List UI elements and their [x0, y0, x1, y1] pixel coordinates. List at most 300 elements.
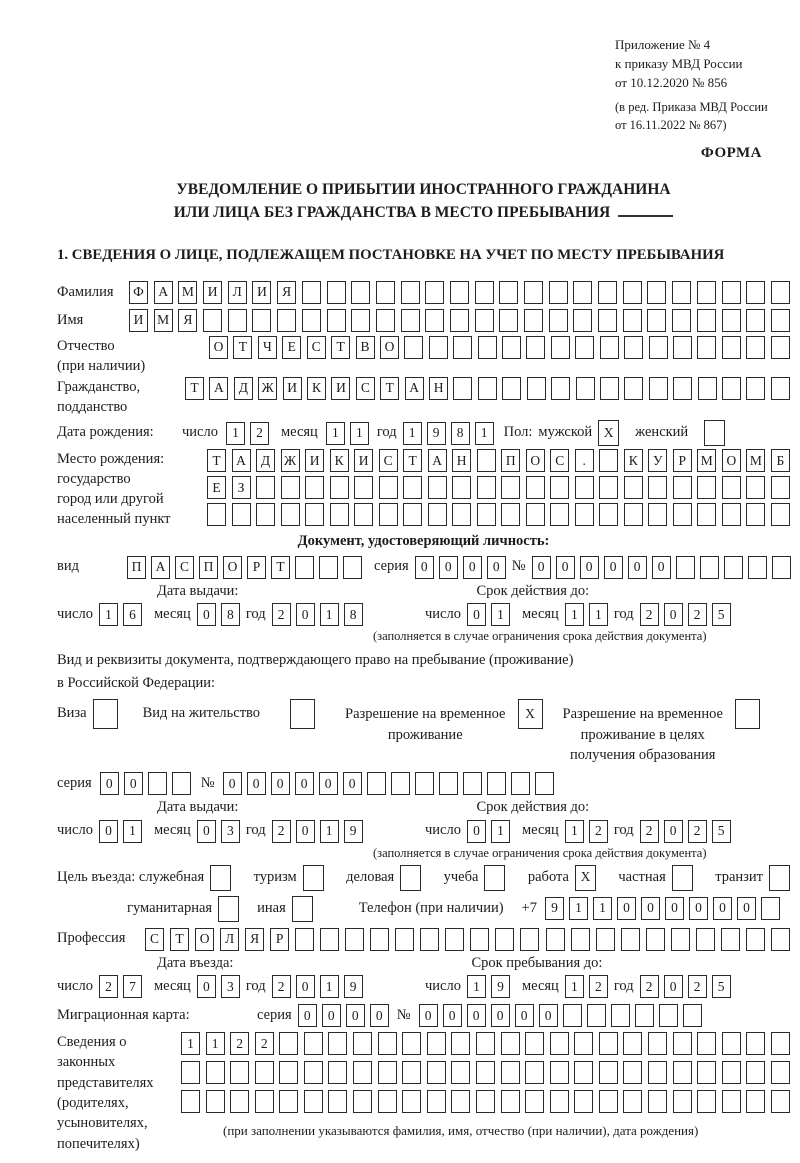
cell[interactable]: 1 [226, 422, 245, 445]
cell[interactable] [573, 281, 592, 304]
cell[interactable]: С [550, 449, 569, 472]
cell[interactable]: 2 [640, 603, 659, 626]
cell[interactable] [550, 503, 569, 526]
cell[interactable]: А [154, 281, 173, 304]
cell[interactable] [402, 1090, 421, 1113]
cell[interactable] [206, 1061, 225, 1084]
cell[interactable] [673, 1061, 692, 1084]
cell[interactable]: 0 [467, 820, 486, 843]
permit-issue-month-input[interactable] [197, 820, 240, 843]
representatives-input-line3[interactable] [181, 1090, 790, 1113]
cell[interactable]: 0 [419, 1004, 438, 1027]
cell[interactable] [304, 1032, 323, 1055]
cell[interactable] [647, 281, 666, 304]
profession-input[interactable] [145, 928, 790, 951]
cell[interactable] [404, 336, 423, 359]
cell[interactable]: 0 [197, 975, 216, 998]
cell[interactable] [499, 281, 518, 304]
cell[interactable]: 8 [344, 603, 363, 626]
cell[interactable] [697, 1061, 716, 1084]
cell[interactable]: 0 [467, 1004, 486, 1027]
cell[interactable] [575, 476, 594, 499]
purpose-humanitarian-checkbox[interactable] [218, 896, 239, 922]
cell[interactable]: 2 [640, 820, 659, 843]
cell[interactable]: 0 [296, 820, 315, 843]
cell[interactable] [319, 556, 338, 579]
cell[interactable] [502, 336, 521, 359]
cell[interactable]: 0 [343, 772, 362, 795]
cell[interactable] [673, 503, 692, 526]
cell[interactable]: Т [185, 377, 204, 400]
cell[interactable] [427, 1090, 446, 1113]
cell[interactable] [376, 281, 395, 304]
cell[interactable]: Я [277, 281, 296, 304]
cell[interactable] [551, 336, 570, 359]
cell[interactable] [181, 1061, 200, 1084]
stay-month-input[interactable] [565, 975, 608, 998]
cell[interactable]: 2 [688, 975, 707, 998]
cell[interactable] [395, 928, 414, 951]
cell[interactable]: П [127, 556, 146, 579]
cell[interactable]: Л [220, 928, 239, 951]
cell[interactable] [255, 1090, 274, 1113]
cell[interactable] [279, 1061, 298, 1084]
cell[interactable]: М [154, 309, 173, 332]
cell[interactable] [599, 1061, 618, 1084]
cell[interactable]: 7 [123, 975, 142, 998]
cell[interactable]: 5 [712, 820, 731, 843]
cell[interactable] [353, 1090, 372, 1113]
cell[interactable] [427, 1061, 446, 1084]
cell[interactable]: И [305, 449, 324, 472]
permit-exp-year-input[interactable] [640, 820, 731, 843]
cell[interactable] [549, 309, 568, 332]
cell[interactable] [477, 503, 496, 526]
cell[interactable]: 0 [664, 603, 683, 626]
cell[interactable] [428, 476, 447, 499]
cell[interactable] [635, 1004, 654, 1027]
cell[interactable] [623, 1061, 642, 1084]
cell[interactable]: Т [207, 449, 226, 472]
phone-input[interactable] [545, 897, 780, 920]
cell[interactable] [599, 1032, 618, 1055]
cell[interactable] [93, 699, 118, 729]
cell[interactable]: Т [380, 377, 399, 400]
cell[interactable]: Т [271, 556, 290, 579]
cell[interactable]: 0 [487, 556, 506, 579]
cell[interactable]: 0 [463, 556, 482, 579]
cell[interactable] [722, 377, 741, 400]
cell[interactable]: О [380, 336, 399, 359]
cell[interactable] [330, 503, 349, 526]
cell[interactable] [281, 476, 300, 499]
cell[interactable] [648, 476, 667, 499]
cell[interactable]: 1 [320, 975, 339, 998]
cell[interactable]: 2 [589, 975, 608, 998]
cell[interactable] [771, 309, 790, 332]
temp-residence-checkbox[interactable] [518, 699, 543, 729]
doc-issue-day-input[interactable] [99, 603, 142, 626]
stay-day-input[interactable] [467, 975, 510, 998]
cell[interactable] [370, 928, 389, 951]
cell[interactable] [353, 1032, 372, 1055]
cell[interactable]: 1 [593, 897, 612, 920]
cell[interactable] [673, 1090, 692, 1113]
cell[interactable] [477, 449, 496, 472]
cell[interactable]: Р [247, 556, 266, 579]
cell[interactable]: 0 [124, 772, 143, 795]
cell[interactable]: Е [282, 336, 301, 359]
birth-place-input-line3[interactable] [207, 503, 790, 526]
cell[interactable] [354, 503, 373, 526]
temp-residence-edu-checkbox[interactable] [735, 699, 760, 729]
cell[interactable]: Ч [258, 336, 277, 359]
cell[interactable] [575, 336, 594, 359]
entry-day-input[interactable] [99, 975, 142, 998]
cell[interactable]: С [356, 377, 375, 400]
cell[interactable] [520, 928, 539, 951]
cell[interactable] [304, 1090, 323, 1113]
cell[interactable]: 0 [664, 820, 683, 843]
cell[interactable]: О [195, 928, 214, 951]
migration-number-input[interactable] [419, 1004, 702, 1027]
cell[interactable]: 1 [491, 820, 510, 843]
cell[interactable]: 0 [491, 1004, 510, 1027]
cell[interactable] [611, 1004, 630, 1027]
cell[interactable]: С [145, 928, 164, 951]
cell[interactable] [525, 1032, 544, 1055]
cell[interactable]: Т [233, 336, 252, 359]
cell[interactable] [351, 281, 370, 304]
cell[interactable]: А [209, 377, 228, 400]
cell[interactable] [746, 476, 765, 499]
cell[interactable]: 0 [580, 556, 599, 579]
cell[interactable] [476, 1090, 495, 1113]
cell[interactable] [771, 476, 790, 499]
cell[interactable] [181, 1090, 200, 1113]
cell[interactable]: 2 [640, 975, 659, 998]
cell[interactable]: 0 [443, 1004, 462, 1027]
cell[interactable]: А [151, 556, 170, 579]
cell[interactable] [478, 336, 497, 359]
cell[interactable] [623, 1032, 642, 1055]
cell[interactable]: 0 [604, 556, 623, 579]
cell[interactable] [746, 1090, 765, 1113]
entry-month-input[interactable] [197, 975, 240, 998]
cell[interactable]: 1 [181, 1032, 200, 1055]
cell[interactable] [378, 1061, 397, 1084]
cell[interactable]: 0 [641, 897, 660, 920]
cell[interactable] [476, 1032, 495, 1055]
cell[interactable] [535, 772, 554, 795]
cell[interactable] [621, 928, 640, 951]
cell[interactable] [550, 1061, 569, 1084]
cell[interactable] [672, 281, 691, 304]
cell[interactable]: 2 [99, 975, 118, 998]
cell[interactable] [623, 281, 642, 304]
cell[interactable] [671, 928, 690, 951]
permit-series-input[interactable] [100, 772, 191, 795]
cell[interactable] [425, 309, 444, 332]
cell[interactable] [501, 1061, 520, 1084]
cell[interactable]: 2 [272, 975, 291, 998]
cell[interactable] [476, 1061, 495, 1084]
cell[interactable] [218, 896, 239, 922]
cell[interactable] [746, 336, 765, 359]
cell[interactable]: 6 [123, 603, 142, 626]
cell[interactable] [697, 1032, 716, 1055]
cell[interactable] [648, 1061, 667, 1084]
cell[interactable]: С [379, 449, 398, 472]
cell[interactable] [304, 1061, 323, 1084]
cell[interactable]: П [199, 556, 218, 579]
cell[interactable] [673, 1032, 692, 1055]
cell[interactable] [295, 928, 314, 951]
cell[interactable] [624, 336, 643, 359]
doc-exp-month-input[interactable] [565, 603, 608, 626]
cell[interactable] [525, 1061, 544, 1084]
cell[interactable]: И [252, 281, 271, 304]
cell[interactable] [598, 281, 617, 304]
cell[interactable] [353, 1061, 372, 1084]
permit-exp-month-input[interactable] [565, 820, 608, 843]
cell[interactable] [279, 1090, 298, 1113]
cell[interactable]: К [307, 377, 326, 400]
cell[interactable]: О [209, 336, 228, 359]
cell[interactable]: 8 [451, 422, 470, 445]
cell[interactable]: З [232, 476, 251, 499]
cell[interactable]: О [722, 449, 741, 472]
entry-year-input[interactable] [272, 975, 363, 998]
cell[interactable] [672, 309, 691, 332]
representatives-input-line2[interactable] [181, 1061, 790, 1084]
cell[interactable] [148, 772, 167, 795]
cell[interactable]: И [283, 377, 302, 400]
cell[interactable] [746, 1032, 765, 1055]
cell[interactable] [379, 503, 398, 526]
cell[interactable]: Ф [129, 281, 148, 304]
cell[interactable] [400, 865, 421, 891]
cell[interactable] [771, 281, 790, 304]
cell[interactable]: 0 [296, 975, 315, 998]
cell[interactable] [302, 309, 321, 332]
cell[interactable]: 0 [617, 897, 636, 920]
doc-number-input[interactable] [532, 556, 791, 579]
cell[interactable] [477, 476, 496, 499]
cell[interactable] [502, 377, 521, 400]
cell[interactable]: 2 [688, 820, 707, 843]
doc-issue-month-input[interactable] [197, 603, 240, 626]
cell[interactable]: 9 [344, 975, 363, 998]
cell[interactable]: 1 [565, 603, 584, 626]
citizenship-input[interactable] [185, 377, 790, 400]
cell[interactable]: Р [270, 928, 289, 951]
cell[interactable]: 9 [344, 820, 363, 843]
cell[interactable]: И [331, 377, 350, 400]
cell[interactable] [697, 503, 716, 526]
cell[interactable]: 1 [491, 603, 510, 626]
sex-female-checkbox[interactable] [704, 420, 725, 446]
purpose-business-checkbox[interactable] [400, 865, 421, 891]
cell[interactable] [746, 928, 765, 951]
cell[interactable] [549, 281, 568, 304]
cell[interactable] [470, 928, 489, 951]
cell[interactable] [587, 1004, 606, 1027]
cell[interactable] [345, 928, 364, 951]
cell[interactable] [511, 772, 530, 795]
purpose-other-checkbox[interactable] [292, 896, 313, 922]
cell[interactable] [256, 503, 275, 526]
cell[interactable] [378, 1090, 397, 1113]
cell[interactable] [550, 1032, 569, 1055]
residence-permit-checkbox[interactable] [290, 699, 315, 729]
cell[interactable]: 0 [628, 556, 647, 579]
cell[interactable]: 2 [250, 422, 269, 445]
cell[interactable]: 1 [350, 422, 369, 445]
cell[interactable] [746, 1061, 765, 1084]
cell[interactable] [596, 928, 615, 951]
cell[interactable] [700, 556, 719, 579]
cell[interactable]: 2 [255, 1032, 274, 1055]
cell[interactable]: 0 [298, 1004, 317, 1027]
cell[interactable]: 0 [223, 772, 242, 795]
cell[interactable] [228, 309, 247, 332]
stay-year-input[interactable] [640, 975, 731, 998]
cell[interactable]: 0 [515, 1004, 534, 1027]
cell[interactable]: 0 [346, 1004, 365, 1027]
cell[interactable] [600, 336, 619, 359]
doc-exp-day-input[interactable] [467, 603, 510, 626]
cell[interactable] [379, 476, 398, 499]
cell[interactable] [722, 281, 741, 304]
cell[interactable] [290, 699, 315, 729]
cell[interactable] [722, 1061, 741, 1084]
cell[interactable]: А [232, 449, 251, 472]
cell[interactable] [697, 309, 716, 332]
cell[interactable] [527, 377, 546, 400]
cell[interactable]: М [178, 281, 197, 304]
cell[interactable] [673, 377, 692, 400]
cell[interactable]: Т [403, 449, 422, 472]
cell[interactable]: 0 [415, 556, 434, 579]
cell[interactable] [546, 928, 565, 951]
cell[interactable] [327, 281, 346, 304]
cell[interactable]: 0 [370, 1004, 389, 1027]
cell[interactable]: П [501, 449, 520, 472]
cell[interactable] [475, 309, 494, 332]
cell[interactable] [761, 897, 780, 920]
birth-day-input[interactable] [226, 422, 269, 445]
cell[interactable] [574, 1032, 593, 1055]
cell[interactable] [646, 928, 665, 951]
cell[interactable] [206, 1090, 225, 1113]
cell[interactable]: 2 [230, 1032, 249, 1055]
cell[interactable] [722, 503, 741, 526]
cell[interactable]: 0 [439, 556, 458, 579]
cell[interactable]: М [746, 449, 765, 472]
cell[interactable] [526, 503, 545, 526]
cell[interactable] [672, 865, 693, 891]
cell[interactable]: 1 [123, 820, 142, 843]
cell[interactable]: 1 [475, 422, 494, 445]
cell[interactable] [420, 928, 439, 951]
cell[interactable] [746, 309, 765, 332]
cell[interactable]: Н [429, 377, 448, 400]
birth-place-input-line2[interactable] [207, 476, 790, 499]
cell[interactable] [623, 1090, 642, 1113]
cell[interactable] [524, 281, 543, 304]
cell[interactable] [475, 281, 494, 304]
cell[interactable] [478, 377, 497, 400]
cell[interactable]: 2 [272, 820, 291, 843]
cell[interactable] [499, 309, 518, 332]
cell[interactable] [772, 556, 791, 579]
cell[interactable] [487, 772, 506, 795]
cell[interactable] [354, 476, 373, 499]
cell[interactable] [367, 772, 386, 795]
cell[interactable] [771, 377, 790, 400]
cell[interactable] [748, 556, 767, 579]
cell[interactable] [623, 309, 642, 332]
cell[interactable] [305, 476, 324, 499]
cell[interactable] [501, 1032, 520, 1055]
cell[interactable] [673, 336, 692, 359]
cell[interactable] [453, 336, 472, 359]
purpose-official-checkbox[interactable] [210, 865, 231, 891]
cell[interactable] [599, 476, 618, 499]
cell[interactable] [576, 377, 595, 400]
cell[interactable]: 1 [320, 820, 339, 843]
cell[interactable]: 0 [319, 772, 338, 795]
cell[interactable] [683, 1004, 702, 1027]
cell[interactable]: К [624, 449, 643, 472]
cell[interactable] [277, 309, 296, 332]
cell[interactable]: 0 [295, 772, 314, 795]
cell[interactable] [403, 476, 422, 499]
cell[interactable] [648, 1032, 667, 1055]
cell[interactable] [648, 503, 667, 526]
cell[interactable] [501, 503, 520, 526]
cell[interactable]: 0 [539, 1004, 558, 1027]
cell[interactable] [771, 928, 790, 951]
doc-series-input[interactable] [415, 556, 506, 579]
cell[interactable] [302, 281, 321, 304]
cell[interactable] [452, 476, 471, 499]
cell[interactable]: И [129, 309, 148, 332]
cell[interactable] [351, 309, 370, 332]
cell[interactable] [696, 928, 715, 951]
representatives-input-line1[interactable] [181, 1032, 790, 1055]
cell[interactable]: 1 [99, 603, 118, 626]
doc-issue-year-input[interactable] [272, 603, 363, 626]
cell[interactable] [450, 309, 469, 332]
cell[interactable] [724, 556, 743, 579]
birth-year-input[interactable] [403, 422, 494, 445]
cell[interactable]: 0 [247, 772, 266, 795]
cell[interactable] [403, 503, 422, 526]
cell[interactable] [230, 1061, 249, 1084]
cell[interactable] [771, 1061, 790, 1084]
cell[interactable]: Д [256, 449, 275, 472]
cell[interactable] [624, 476, 643, 499]
cell[interactable] [771, 503, 790, 526]
cell[interactable] [624, 377, 643, 400]
cell[interactable] [402, 1032, 421, 1055]
cell[interactable] [330, 476, 349, 499]
cell[interactable] [574, 1090, 593, 1113]
cell[interactable] [550, 1090, 569, 1113]
purpose-private-checkbox[interactable] [672, 865, 693, 891]
